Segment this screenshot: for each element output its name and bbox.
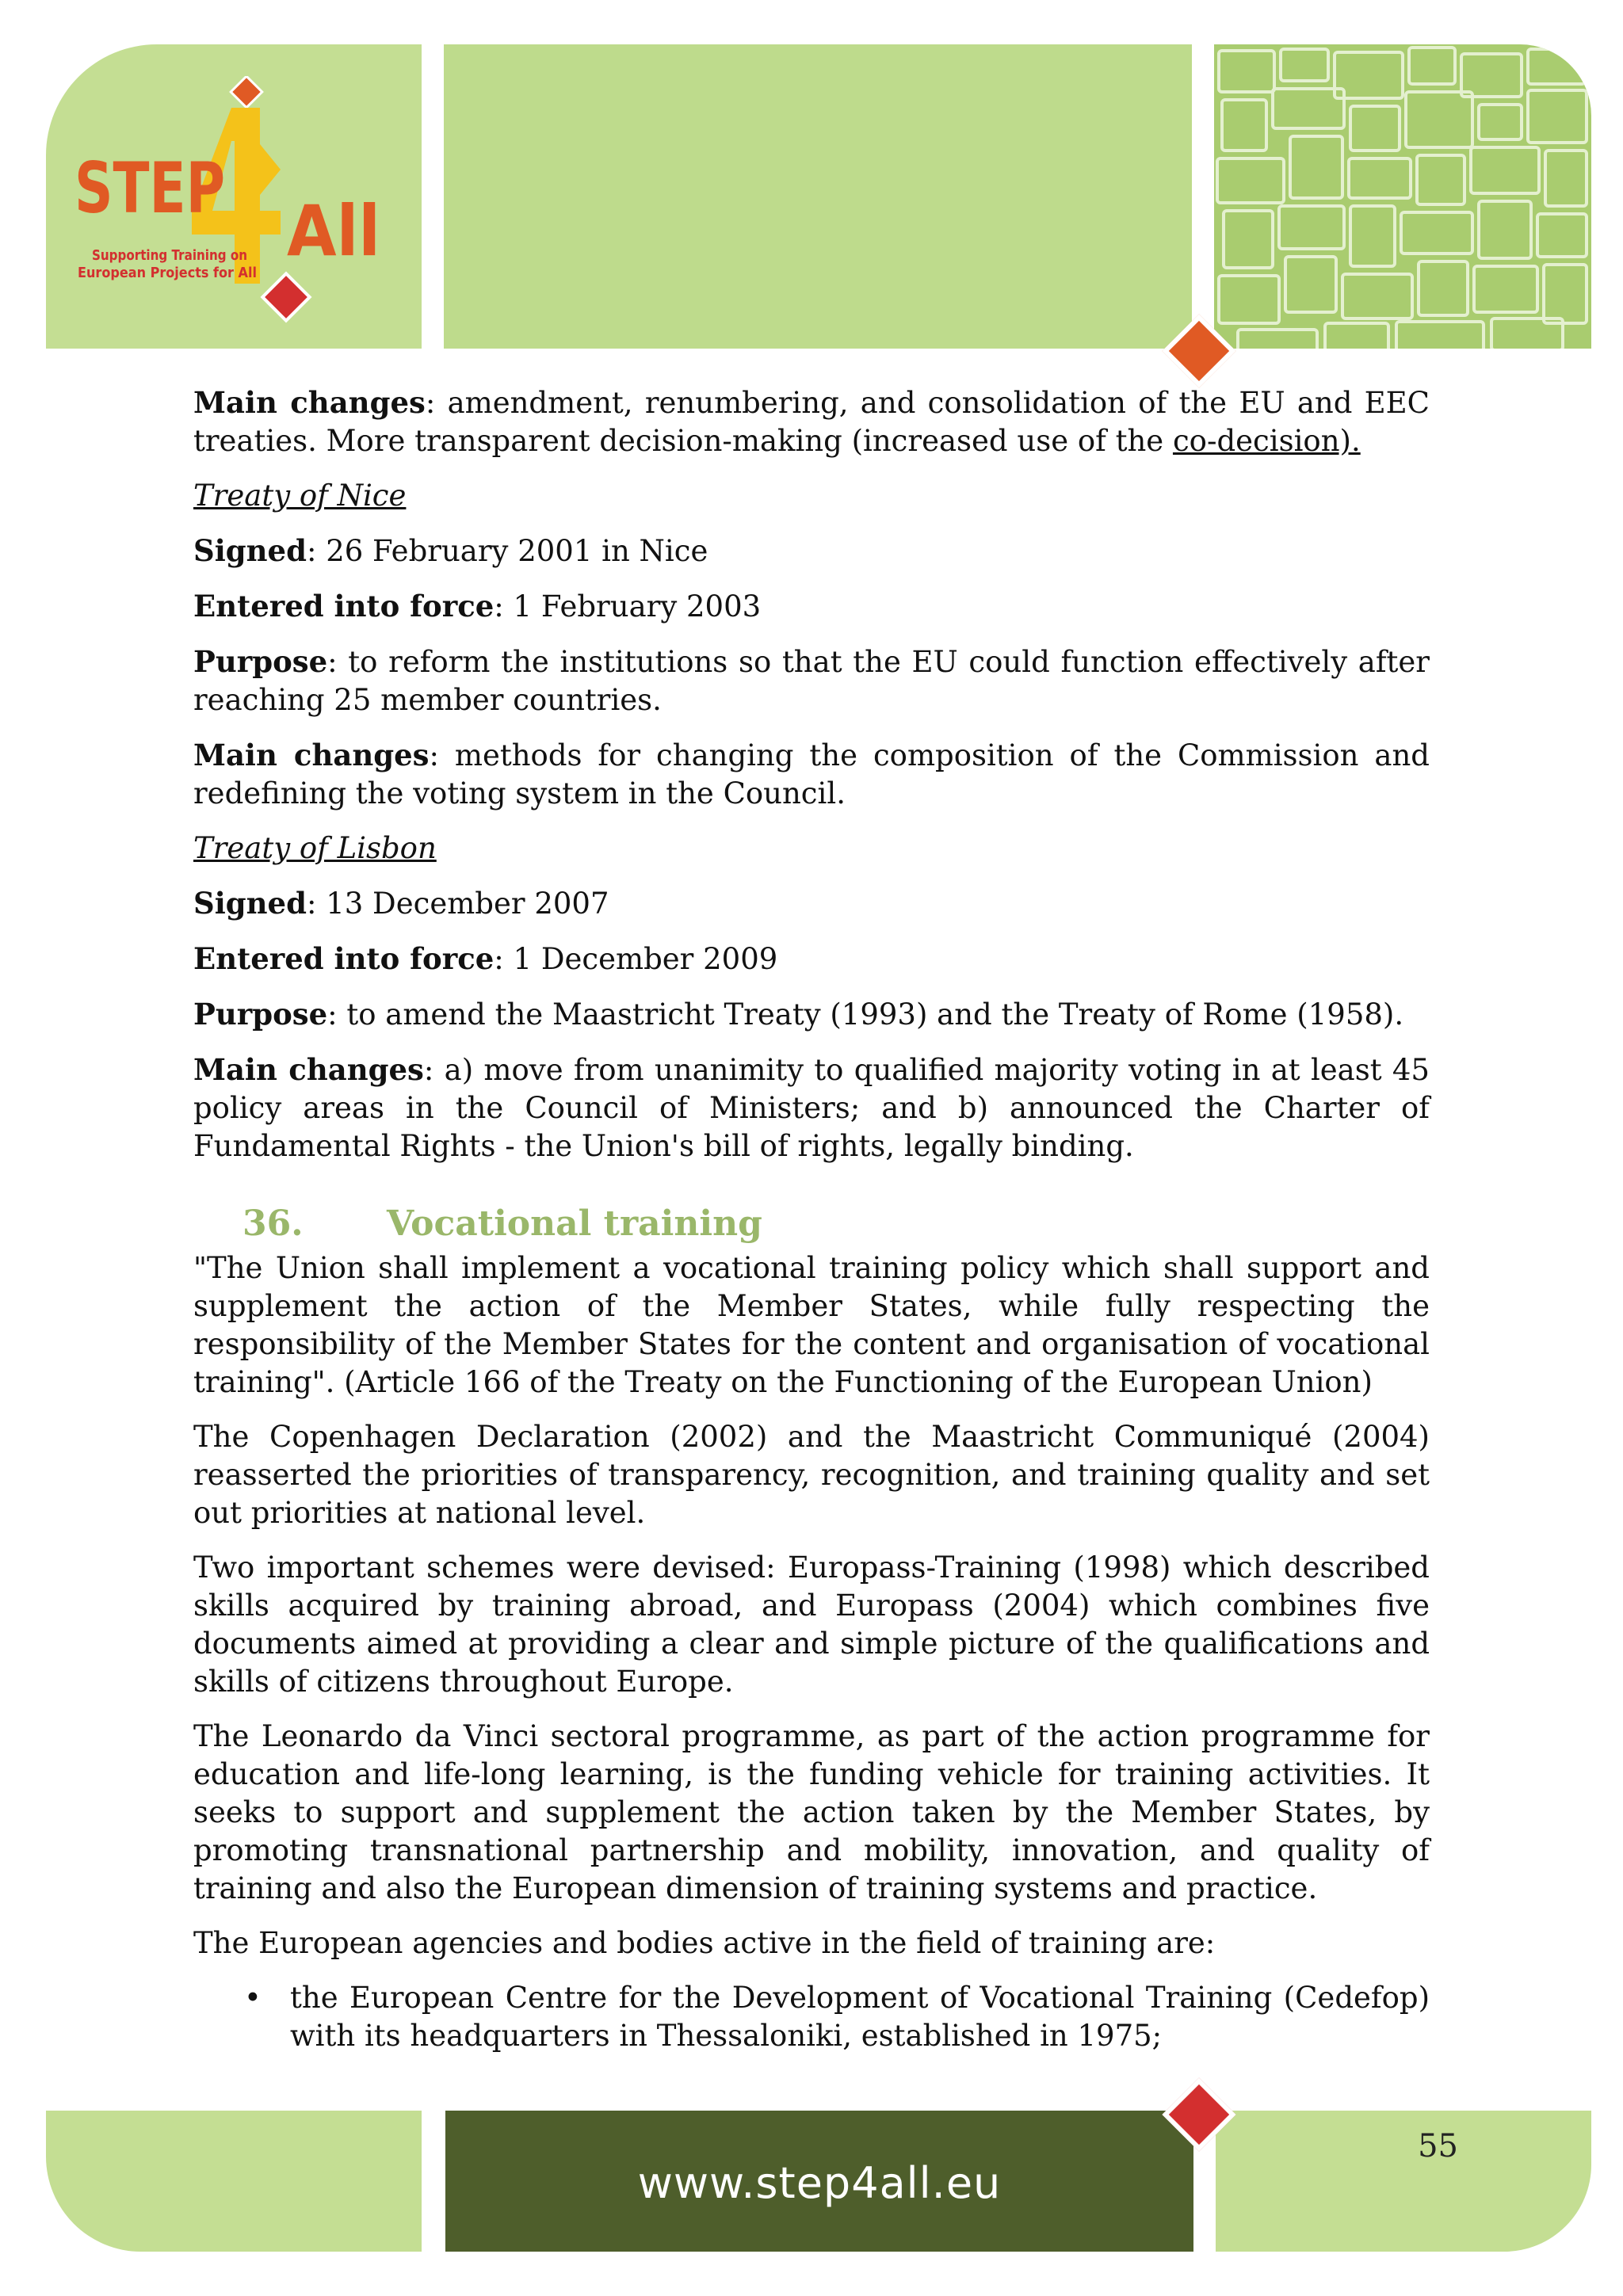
section-title: Vocational training xyxy=(387,1203,762,1244)
paragraph-agencies-intro: The European agencies and bodies active in the field of training are: xyxy=(193,1926,1216,1960)
label: Entered into force xyxy=(193,941,495,976)
lisbon-purpose xyxy=(193,995,1430,1034)
paragraph-europass: Two important schemes were devised: Europass-Training (1998) which described skills acquired by training abroad, and Europass (2004) which combines five documents aimed at providing a clear and simple picture of the qualifications and skills of citizens throughout Europe. xyxy=(193,1550,1430,1699)
nice-main-changes xyxy=(193,736,1430,813)
section-number: 36. xyxy=(242,1203,304,1244)
lisbon-entered-into-force xyxy=(193,940,1430,978)
paragraph-leonardo: The Leonardo da Vinci sectoral programme, as part of the action programme for education and life-long learning, is the funding vehicle for training activities. It seeks to support and supplement the action taken by the Member States, by promoting transnational partnership and mobility, innovation, and quality of training and also the European dimension of training systems and practice. xyxy=(193,1719,1430,1905)
co-decision-link[interactable]: co-decision). xyxy=(1172,424,1361,458)
agencies-list xyxy=(193,1979,1430,2055)
footer-left-panel xyxy=(46,2111,422,2252)
svg-text:All: All xyxy=(287,190,380,272)
label: Purpose xyxy=(193,997,328,1032)
lisbon-main-changes xyxy=(193,1051,1430,1165)
text: : to amend the Maastricht Treaty (1993) and the Treaty of Rome (1958). xyxy=(327,997,1404,1032)
svg-text:European Projects for All: European Projects for All xyxy=(78,265,257,281)
label: Main changes xyxy=(193,1052,424,1087)
nice-main-changes-prev xyxy=(193,383,1430,460)
label: Entered into force xyxy=(193,589,495,624)
paragraph-copenhagen: The Copenhagen Declaration (2002) and the Maastricht Communiqué (2004) reasserted the priorities of transparency, recognition, and training quality and set out priorities at national level. xyxy=(193,1420,1430,1530)
paragraph-article-166: "The Union shall implement a vocational training policy which shall support and supplement the action of the Member States, while fully respecting the responsibility of the Member States for the content and organisation of vocational training". (Article 166 of the Treaty on the Functioning of the European Union) xyxy=(193,1251,1430,1399)
step4all-logo xyxy=(73,76,406,338)
footer-website-link[interactable]: www.step4all.eu xyxy=(637,2158,1002,2208)
label: Main changes xyxy=(193,385,426,420)
label: Signed xyxy=(193,886,307,921)
page-number: 55 xyxy=(1418,2128,1458,2164)
text: : 1 February 2003 xyxy=(494,589,762,624)
bullet-icon: • xyxy=(244,1981,262,2015)
nice-entered-into-force xyxy=(193,587,1430,626)
treaty-of-nice-heading: Treaty of Nice xyxy=(193,479,407,513)
svg-text:Supporting Training on: Supporting Training on xyxy=(92,247,247,264)
text: : methods for changing the composition of the Commission and redefining the voting system in the Council. xyxy=(193,738,1430,810)
nice-signed xyxy=(193,532,1430,570)
text: : a) move from unanimity to qualified majority voting in at least 45 policy areas in the Council of Ministers; and b) announced the Charter of Fundamental Rights - the Union's bill of rights, legally binding. xyxy=(193,1053,1430,1163)
label: Signed xyxy=(193,533,307,568)
header-middle-panel xyxy=(444,44,1192,349)
document-body xyxy=(193,383,1430,2055)
list-item-text: the European Centre for the Development of Vocational Training (Cedefop) with its headquarters in Thessaloniki, established in 1975; xyxy=(290,1981,1430,2053)
text: : to reform the institutions so that the EU could function effectively after reaching 25 member countries. xyxy=(193,645,1430,717)
svg-text:STEP: STEP xyxy=(74,147,225,229)
text: : amendment, renumbering, and consolidation of the EU and EEC treaties. More transparent decision-making (increased use of the xyxy=(193,386,1430,458)
label: Main changes xyxy=(193,738,430,772)
label: Purpose xyxy=(193,644,328,679)
section-heading xyxy=(242,1205,1430,1243)
treaty-of-lisbon-heading: Treaty of Lisbon xyxy=(193,831,437,865)
nice-purpose xyxy=(193,643,1430,719)
list-item xyxy=(193,1979,1430,2055)
text: : 1 December 2009 xyxy=(494,942,778,976)
lisbon-signed xyxy=(193,884,1430,923)
stone-wall-pattern xyxy=(1214,44,1591,349)
text: : 13 December 2007 xyxy=(306,887,609,921)
text: : 26 February 2001 in Nice xyxy=(306,534,708,568)
header-pattern-panel xyxy=(1214,44,1591,349)
